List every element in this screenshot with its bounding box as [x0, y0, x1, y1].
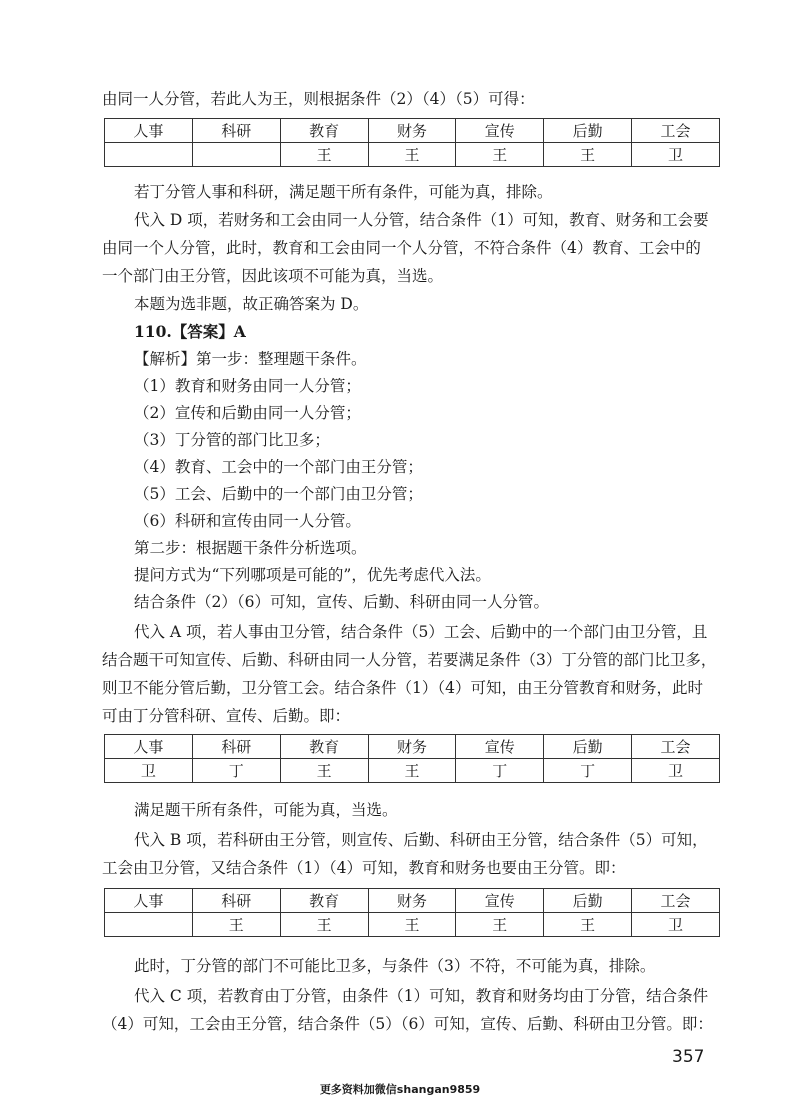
- table-cell: 卫: [632, 759, 720, 783]
- table-cell: 卫: [632, 143, 720, 167]
- paragraph-line: 提问方式为“下列哪项是可能的”，优先考虑代入法。: [134, 566, 491, 584]
- paragraph-line: 工会由卫分管，又结合条件（1）（4）可知，教育和财务也要由王分管。即：: [102, 859, 626, 877]
- table-cell: 王: [280, 759, 368, 783]
- header-cell: 财务: [368, 119, 456, 143]
- header-cell: 工会: [632, 735, 720, 759]
- header-cell: 宣传: [456, 119, 544, 143]
- header-cell: 财务: [368, 889, 456, 913]
- page-number: 357: [672, 1047, 705, 1067]
- assignment-table-1: [104, 118, 720, 167]
- header-cell: 科研: [192, 119, 280, 143]
- paragraph-line: 本题为选非题，故正确答案为 D。: [134, 295, 369, 313]
- table-row: [105, 759, 720, 783]
- paragraph-line: 若丁分管人事和科研，满足题干所有条件，可能为真，排除。: [134, 183, 553, 201]
- header-cell: 科研: [192, 889, 280, 913]
- header-cell: 人事: [105, 889, 193, 913]
- table-cell: 王: [456, 913, 544, 937]
- table-header-row: [105, 889, 720, 913]
- header-cell: 宣传: [456, 735, 544, 759]
- paragraph-line: 代入 C 项，若教育由丁分管，由条件（1）可知，教育和财务均由丁分管，结合条件: [134, 987, 709, 1005]
- header-cell: 后勤: [544, 889, 632, 913]
- table-cell: 卫: [632, 913, 720, 937]
- paragraph-line: 代入 B 项，若科研由王分管，则宣传、后勤、科研由王分管，结合条件（5）可知，: [134, 831, 708, 849]
- header-cell: 后勤: [544, 119, 632, 143]
- paragraph-line: 满足题干所有条件，可能为真，当选。: [134, 801, 398, 819]
- table-cell: [105, 143, 193, 167]
- header-cell: 人事: [105, 735, 193, 759]
- table-cell: 丁: [544, 759, 632, 783]
- table-cell: 王: [368, 913, 456, 937]
- table-row: [105, 143, 720, 167]
- paragraph-line: 可由丁分管科研、宣传、后勤。即：: [102, 707, 351, 725]
- table-cell: 王: [192, 913, 280, 937]
- header-cell: 工会: [632, 889, 720, 913]
- paragraph-line: （4）可知，工会由王分管，结合条件（5）（6）可知，宣传、后勤、科研由卫分管。即：: [102, 1015, 713, 1033]
- table-cell: 王: [280, 913, 368, 937]
- paragraph-line: 结合题干可知宣传、后勤、科研由同一人分管，若要满足条件（3）丁分管的部门比卫多，: [102, 651, 717, 669]
- paragraph-line: 由同一个人分管，此时，教育和工会由同一个人分管，不符合条件（4）教育、工会中的: [102, 239, 701, 257]
- header-cell: 教育: [280, 735, 368, 759]
- table-cell: 丁: [192, 759, 280, 783]
- paragraph-line: 由同一人分管，若此人为王，则根据条件（2）（4）（5）可得：: [102, 90, 535, 108]
- paragraph-line: 代入 A 项，若人事由卫分管，结合条件（5）工会、后勤中的一个部门由卫分管，且: [134, 623, 708, 641]
- table-cell: 卫: [105, 759, 193, 783]
- assignment-table-3: [104, 888, 720, 937]
- condition-line: （2）宣传和后勤由同一人分管；: [134, 404, 361, 422]
- header-cell: 工会: [632, 119, 720, 143]
- condition-line: （6）科研和宣传由同一人分管。: [134, 512, 361, 530]
- header-cell: 宣传: [456, 889, 544, 913]
- paragraph-line: 代入 D 项，若财务和工会由同一人分管，结合条件（1）可知，教育、财务和工会要: [134, 211, 709, 229]
- paragraph-line: 一个部门由王分管，因此该项不可能为真，当选。: [102, 267, 444, 285]
- condition-line: （4）教育、工会中的一个部门由王分管；: [134, 458, 423, 476]
- table-cell: 王: [544, 913, 632, 937]
- table-cell: 王: [280, 143, 368, 167]
- header-cell: 财务: [368, 735, 456, 759]
- table-cell: 丁: [456, 759, 544, 783]
- table-header-row: [105, 735, 720, 759]
- header-cell: 后勤: [544, 735, 632, 759]
- assignment-table-2: [104, 734, 720, 783]
- table-cell: 王: [368, 143, 456, 167]
- condition-line: （1）教育和财务由同一人分管；: [134, 377, 361, 395]
- analysis-heading: 【解析】第一步：整理题干条件。: [134, 350, 367, 368]
- table-cell: 王: [544, 143, 632, 167]
- table-header-row: [105, 119, 720, 143]
- header-cell: 人事: [105, 119, 193, 143]
- table-cell: [105, 913, 193, 937]
- table-cell: 王: [368, 759, 456, 783]
- header-cell: 教育: [280, 889, 368, 913]
- paragraph-line: 则卫不能分管后勤，卫分管工会。结合条件（1）（4）可知，由王分管教育和财务，此时: [102, 679, 703, 697]
- table-cell: [192, 143, 280, 167]
- header-cell: 教育: [280, 119, 368, 143]
- condition-line: （5）工会、后勤中的一个部门由卫分管；: [134, 485, 423, 503]
- footer-note: 更多资料加微信shangan9859: [319, 1083, 481, 1096]
- paragraph-line: 结合条件（2）（6）可知，宣传、后勤、科研由同一人分管。: [134, 593, 549, 611]
- answer-heading: 110.【答案】A: [134, 322, 246, 341]
- paragraph-line: 此时，丁分管的部门不可能比卫多，与条件（3）不符，不可能为真，排除。: [134, 957, 656, 975]
- table-row: [105, 913, 720, 937]
- header-cell: 科研: [192, 735, 280, 759]
- paragraph-line: 第二步：根据题干条件分析选项。: [134, 539, 367, 557]
- table-cell: 王: [456, 143, 544, 167]
- condition-line: （3）丁分管的部门比卫多；: [134, 431, 330, 449]
